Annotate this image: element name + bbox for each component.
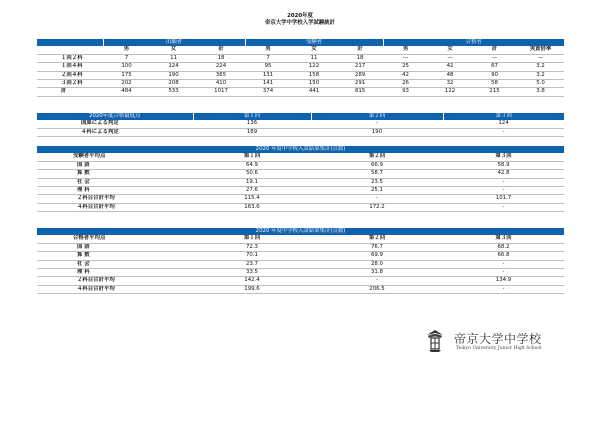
passer-banner: 2020 年度中学校入試結果集計(点数)	[37, 228, 564, 235]
table-row	[37, 277, 564, 285]
table-cell: 23.5	[311, 178, 443, 186]
row-label: ４科目合計平均	[37, 285, 193, 293]
table-cell: 11	[291, 54, 337, 62]
table-cell: 533	[150, 88, 197, 96]
stats-group-header	[37, 39, 564, 46]
table-cell: 190	[150, 71, 197, 79]
table-cell: 134.9	[443, 277, 564, 285]
table-row	[37, 195, 564, 203]
table-cell: 365	[197, 71, 245, 79]
logo-japanese-name: 帝京大学中学校	[454, 332, 542, 346]
row-label: ２科目合計平均	[37, 195, 193, 203]
table-cell: 7	[245, 54, 291, 62]
row-label: 理 科	[37, 187, 193, 195]
table-cell: -	[311, 277, 443, 285]
row-label: 理 科	[37, 269, 193, 277]
row-label: ２回４科	[37, 71, 103, 79]
table-cell: —	[383, 54, 428, 62]
table-cell: 100	[103, 63, 150, 71]
table-row	[37, 187, 564, 195]
table-cell: -	[311, 120, 443, 128]
table-cell: 18	[337, 54, 383, 62]
table-cell: 58	[472, 80, 517, 88]
row-label: 算 数	[37, 252, 193, 260]
table-cell: 190	[311, 128, 443, 136]
table-cell: 101.7	[443, 195, 564, 203]
table-cell: 163.6	[193, 203, 311, 211]
table-cell: —	[517, 54, 564, 62]
title-year: 2020年度	[287, 13, 313, 19]
table-cell: 7	[103, 54, 150, 62]
table-row	[37, 170, 564, 178]
table-cell: 206.5	[311, 285, 443, 293]
table-cell: 224	[197, 63, 245, 71]
table-cell: 175	[103, 71, 150, 79]
examinee-avg-title: 受験者平均点	[37, 153, 193, 161]
table-row	[37, 63, 564, 71]
table-cell: 202	[103, 80, 150, 88]
table-cell: 70.1	[193, 252, 311, 260]
table-cell: 1017	[197, 88, 245, 96]
table-cell: 291	[337, 80, 383, 88]
table-cell: 66.8	[443, 252, 564, 260]
table-cell: 31.8	[311, 269, 443, 277]
sub-header: 計	[337, 46, 383, 54]
row-label: 国 語	[37, 243, 193, 251]
table-row	[37, 71, 564, 79]
row-label: 国 語	[37, 161, 193, 169]
header-round-2: 第２回	[311, 113, 443, 120]
table-cell: 23.7	[193, 260, 311, 268]
group-applicants: 出願者	[103, 39, 245, 46]
table-cell: 5.0	[517, 80, 564, 88]
table-cell: 69.9	[311, 252, 443, 260]
table-cell: 289	[337, 71, 383, 79]
table-cell: -	[443, 178, 564, 186]
table-cell: 76.7	[311, 243, 443, 251]
stats-corner	[37, 39, 103, 46]
table-cell: 815	[337, 88, 383, 96]
passer-average-table	[37, 228, 564, 294]
table-cell: 25.1	[311, 187, 443, 195]
table-cell: 66.9	[311, 161, 443, 169]
table-row	[37, 285, 564, 293]
sub-header: 男	[103, 46, 150, 54]
table-cell: 42.8	[443, 170, 564, 178]
table-row	[37, 178, 564, 186]
table-cell: 58.9	[443, 161, 564, 169]
stats-sub-header	[37, 46, 564, 54]
min-score-body	[37, 120, 564, 136]
table-cell: 18	[197, 54, 245, 62]
table-row	[37, 88, 564, 96]
passer-body	[37, 243, 564, 293]
row-label: ２科目合計平均	[37, 277, 193, 285]
school-crest-icon	[425, 329, 445, 353]
table-cell: 50.6	[193, 170, 311, 178]
row-label: 国算による判定	[37, 120, 193, 128]
table-cell: 484	[103, 88, 150, 96]
table-cell: 410	[197, 80, 245, 88]
table-cell: 131	[245, 71, 291, 79]
header-round-3: 第３回	[443, 153, 564, 161]
table-cell: 215	[472, 88, 517, 96]
table-cell: 122	[428, 88, 472, 96]
table-cell: 199.6	[193, 285, 311, 293]
examinee-average-table	[37, 146, 564, 212]
title-name: 帝京大学中学校入学試験統計	[264, 20, 336, 26]
table-cell: 115.4	[193, 195, 311, 203]
table-cell: —	[472, 54, 517, 62]
table-cell: -	[443, 187, 564, 195]
header-round-2: 第２回	[311, 235, 443, 243]
table-cell: 93	[383, 88, 428, 96]
table-row	[37, 54, 564, 62]
table-cell: 136	[193, 120, 311, 128]
header-round-3: 第３回	[443, 113, 564, 120]
table-cell: —	[428, 54, 472, 62]
row-label: １回４科	[37, 63, 103, 71]
table-cell: 42	[428, 63, 472, 71]
table-cell: -	[443, 260, 564, 268]
table-cell: 95	[245, 63, 291, 71]
header-round-1: 第１回	[193, 235, 311, 243]
sub-header: 男	[245, 46, 291, 54]
row-label: 社 会	[37, 260, 193, 268]
table-cell: 3.8	[517, 88, 564, 96]
table-cell: -	[443, 269, 564, 277]
row-label: ４科による判定	[37, 128, 193, 136]
table-cell: -	[443, 285, 564, 293]
examinee-banner-row	[37, 146, 564, 153]
examinee-header	[37, 153, 564, 161]
table-cell: 3.2	[517, 63, 564, 71]
table-cell: 150	[291, 80, 337, 88]
row-label: 社 会	[37, 178, 193, 186]
table-cell: 124	[443, 120, 564, 128]
table-cell: 32	[428, 80, 472, 88]
table-cell: 28.0	[311, 260, 443, 268]
stats-body	[37, 54, 564, 96]
row-label: １回２科	[37, 54, 103, 62]
row-label: 算 数	[37, 170, 193, 178]
passer-banner-row	[37, 228, 564, 235]
row-label: 計	[37, 88, 103, 96]
table-cell: 172.2	[311, 203, 443, 211]
min-score-title: 2020年度合格最低点	[37, 113, 193, 120]
applicant-statistics-table	[37, 39, 564, 97]
group-examinees: 受験者	[245, 39, 383, 46]
table-cell: 122	[291, 63, 337, 71]
header-round-1: 第１回	[193, 153, 311, 161]
table-row	[37, 161, 564, 169]
table-cell: 19.1	[193, 178, 311, 186]
examinee-body	[37, 161, 564, 211]
sub-header: 女	[291, 46, 337, 54]
table-row	[37, 80, 564, 88]
minimum-score-table	[37, 113, 564, 137]
table-cell: 441	[291, 88, 337, 96]
table-cell: 68.2	[443, 243, 564, 251]
table-cell: 158	[291, 71, 337, 79]
table-cell: 142.4	[193, 277, 311, 285]
table-cell: -	[443, 128, 564, 136]
table-cell: 124	[150, 63, 197, 71]
table-cell: -	[311, 195, 443, 203]
sub-header: 女	[428, 46, 472, 54]
passer-header	[37, 235, 564, 243]
row-label: ４科目合計平均	[37, 203, 193, 211]
table-row	[37, 120, 564, 128]
group-passers: 合格者	[383, 39, 564, 46]
table-cell: 141	[245, 80, 291, 88]
table-cell: 33.5	[193, 269, 311, 277]
school-logo	[425, 329, 560, 353]
table-cell: 26	[383, 80, 428, 88]
sub-header: 計	[197, 46, 245, 54]
table-row	[37, 260, 564, 268]
table-row	[37, 252, 564, 260]
sub-header: 男	[383, 46, 428, 54]
table-cell: 72.3	[193, 243, 311, 251]
examinee-banner: 2020 年度中学校入試結果集計(点数)	[37, 146, 564, 153]
table-cell: 27.6	[193, 187, 311, 195]
table-row	[37, 128, 564, 136]
table-cell: 11	[150, 54, 197, 62]
sub-header: 女	[150, 46, 197, 54]
document-title	[0, 13, 600, 27]
logo-english-name: Teikyo University Junior High School	[456, 345, 542, 350]
table-cell: -	[443, 203, 564, 211]
table-cell: 25	[383, 63, 428, 71]
table-cell: 64.9	[193, 161, 311, 169]
table-cell: 67	[472, 63, 517, 71]
stats-sub-corner	[37, 46, 103, 54]
header-round-1: 第１回	[193, 113, 311, 120]
table-row	[37, 203, 564, 211]
table-cell: 90	[472, 71, 517, 79]
table-cell: 374	[245, 88, 291, 96]
sub-header: 計	[472, 46, 517, 54]
row-label: ３回２科	[37, 80, 103, 88]
table-cell: 48	[428, 71, 472, 79]
header-round-2: 第２回	[311, 153, 443, 161]
table-row	[37, 269, 564, 277]
table-cell: 217	[337, 63, 383, 71]
table-cell: 208	[150, 80, 197, 88]
table-cell: 3.2	[517, 71, 564, 79]
header-round-3: 第３回	[443, 235, 564, 243]
min-score-header	[37, 113, 564, 120]
table-cell: 189	[193, 128, 311, 136]
table-cell: 58.7	[311, 170, 443, 178]
passer-avg-title: 合格者平均点	[37, 235, 193, 243]
table-cell: 42	[383, 71, 428, 79]
sub-header: 実質倍率	[517, 46, 564, 54]
table-row	[37, 243, 564, 251]
